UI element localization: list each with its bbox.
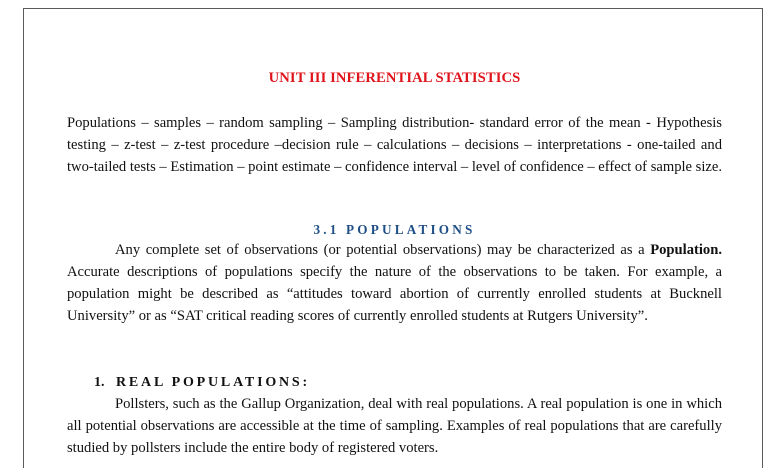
subheading-text: REAL POPULATIONS: bbox=[116, 375, 310, 390]
unit-title: UNIT III INFERENTIAL STATISTICS bbox=[268, 70, 521, 86]
population-term: Population. bbox=[650, 242, 722, 258]
syllabus-paragraph: Populations – samples – random sampling – Sampling distribution- standard error of the mean - Hypothesis testing – z-test – z-test procedure –decision rule – calculations – decisions – interpretations - one-tailed and two-tailed tests – Estimation – point estimate – confidence interval – level of confidence – effect of sample size. bbox=[67, 115, 723, 175]
section-heading: 3.1 POPULATIONS bbox=[313, 222, 476, 237]
real-populations-heading bbox=[94, 372, 310, 394]
para-rest-text: Accurate descriptions of populations specify the nature of the observations to be taken. For example, a population might be described as “attitudes toward abortion of currently enrolled students at Bucknell University” or as “SAT critical reading scores of currently enrolled students at Rutgers University”. bbox=[67, 264, 722, 324]
real-populations-paragraph: Pollsters, such as the Gallup Organization, deal with real populations. A real population is one in which all potential observations are accessible at the time of sampling. Examples of real populations that are carefully studied by pollsters include the entire body of registered voters. bbox=[67, 396, 722, 456]
populations-paragraph bbox=[67, 239, 722, 327]
document-page bbox=[23, 8, 763, 468]
para-intro-text: Any complete set of observations (or potential observations) may be characterized as a bbox=[115, 242, 651, 258]
subheading-number: 1. bbox=[94, 375, 105, 390]
